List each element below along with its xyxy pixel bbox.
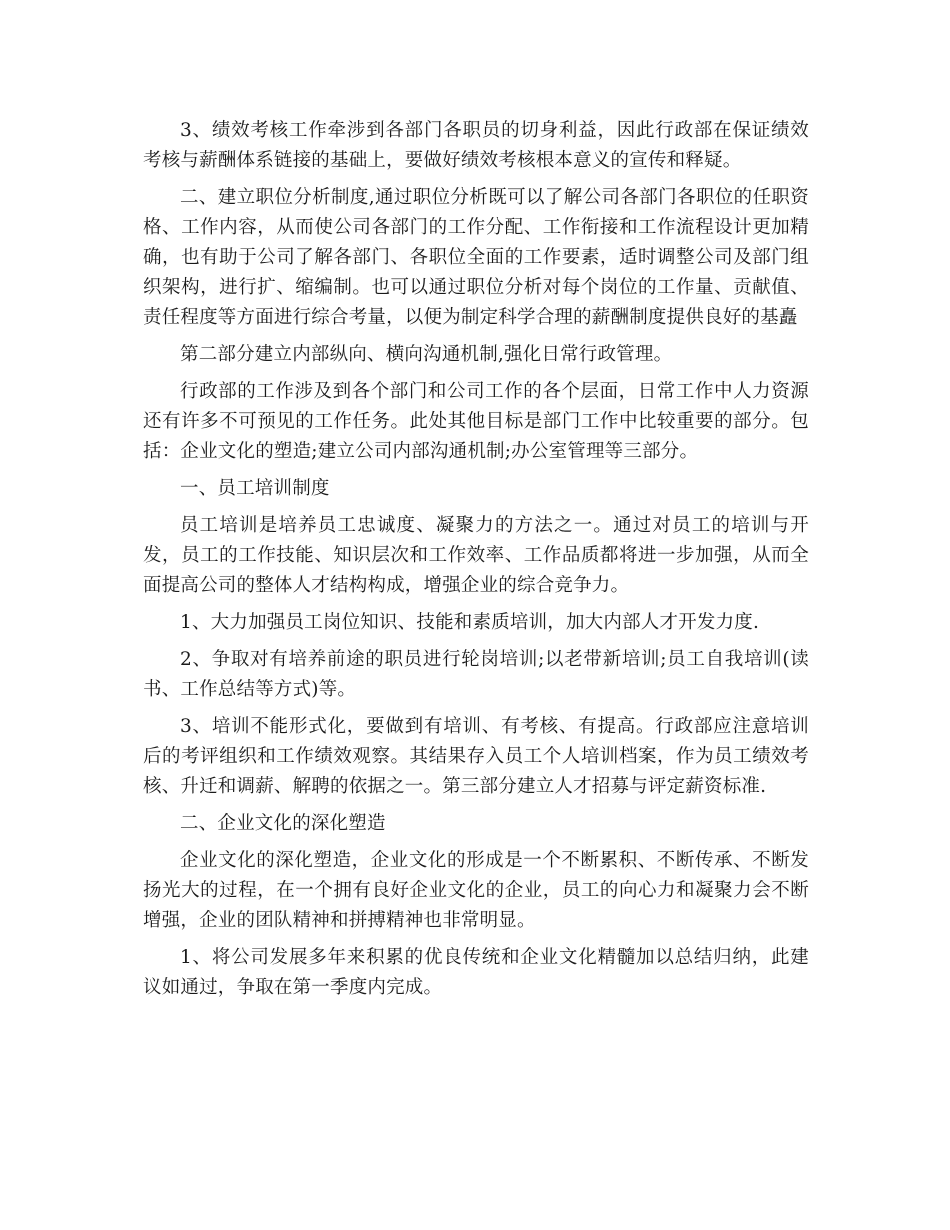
subheading-employee-training: 一、员工培训制度 — [180, 478, 330, 499]
section-heading-part-two: 第二部分建立内部纵向、横向沟通机制,强化日常行政管理。 — [180, 344, 673, 365]
list-item-culture-1: 1、将公司发展多年来积累的优良传统和企业文化精髓加以总结归纳，此建议如通过，争取在第一季度内完成。 — [143, 947, 809, 998]
paragraph-job-analysis: 二、建立职位分析制度,通过职位分析既可以了解公司各部门各职位的任职资格、工作内容，从而使公司各部门的工作分配、工作衔接和工作流程设计更加精确，也有助于公司了解各部门、各职位全面的工作要素，适时调整公司及部门组织架构，进行扩、缩编制。也可以通过职位分析对每个岗位的工作量、贡献值、责任程度等方面进行综合考量，以便为制定科学合理的薪酬制度提供良好的基矗 — [143, 187, 809, 328]
list-item-training-2: 2、争取对有培养前途的职员进行轮岗培训;以老带新培训;员工自我培训(读书、工作总结等方式)等。 — [143, 649, 809, 700]
list-item-training-1: 1、大力加强员工岗位知识、技能和素质培训，加大内部人才开发力度. — [180, 612, 760, 633]
document-body — [143, 116, 809, 1010]
list-item-training-3: 3、培训不能形式化，要做到有培训、有考核、有提高。行政部应注意培训后的考评组织和工作绩效观察。其结果存入员工个人培训档案，作为员工绩效考核、升迁和调薪、解聘的依据之一。第三部分建立人才招募与评定薪资标准. — [143, 716, 809, 797]
paragraph-item-3-performance: 3、绩效考核工作牵涉到各部门各职员的切身利益，因此行政部在保证绩效考核与薪酬体系链接的基础上，要做好绩效考核根本意义的宣传和释疑。 — [143, 120, 809, 171]
paragraph-admin-work: 行政部的工作涉及到各个部门和公司工作的各个层面，日常工作中人力资源还有许多不可预见的工作任务。此处其他目标是部门工作中比较重要的部分。包括：企业文化的塑造;建立公司内部沟通机制;办公室管理等三部分。 — [143, 381, 809, 462]
subheading-corporate-culture: 二、企业文化的深化塑造 — [180, 813, 386, 834]
paragraph-training-purpose: 员工培训是培养员工忠诚度、凝聚力的方法之一。通过对员工的培训与开发，员工的工作技能、知识层次和工作效率、工作品质都将进一步加强，从而全面提高公司的整体人才结构构成，增强企业的综合竞争力。 — [143, 515, 809, 596]
paragraph-corporate-culture: 企业文化的深化塑造，企业文化的形成是一个不断累积、不断传承、不断发扬光大的过程，在一个拥有良好企业文化的企业，员工的向心力和凝聚力会不断增强，企业的团队精神和拼搏精神也非常明显。 — [143, 850, 809, 931]
